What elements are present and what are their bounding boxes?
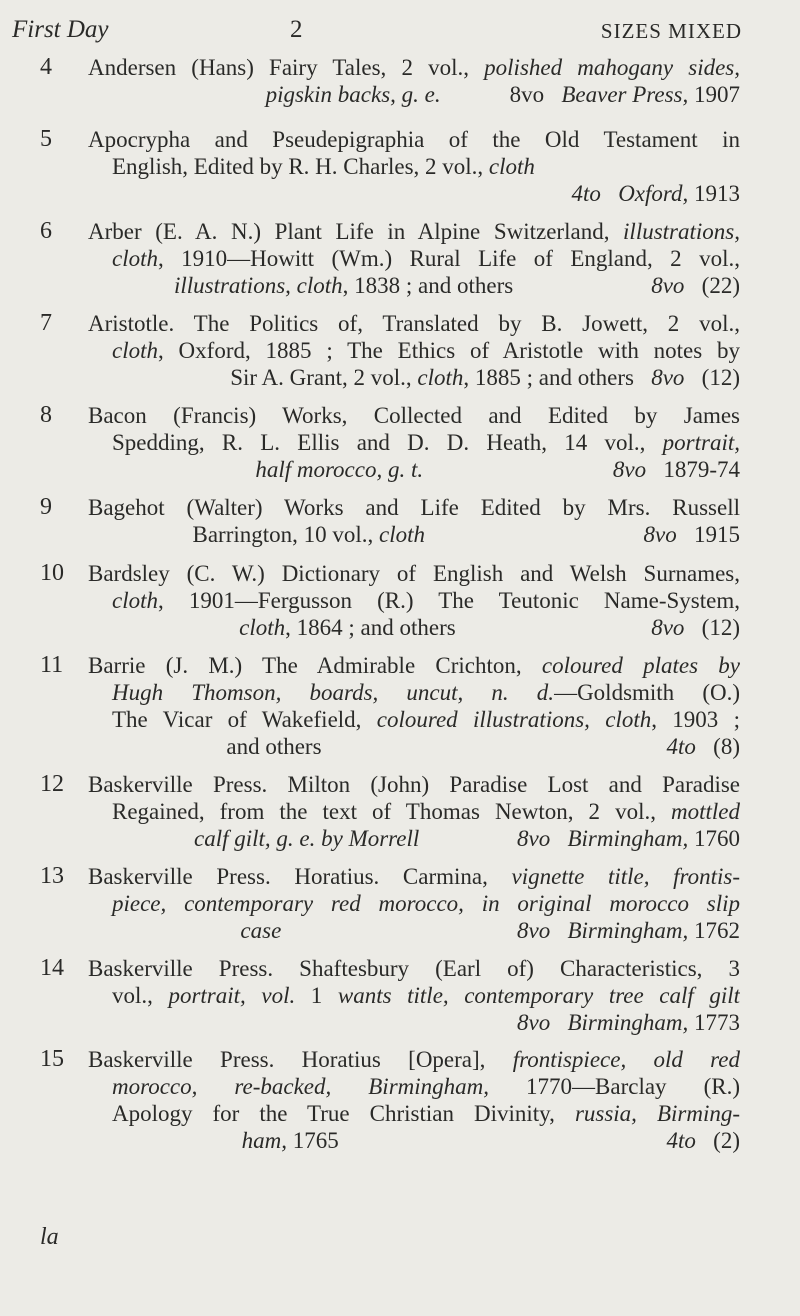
text-segment: Regained, from the text of Thomas Newton, 2 vol.,: [112, 799, 671, 824]
text-segment: English, Edited by R. H. Charles, 2 vol.,: [112, 154, 489, 179]
italic-segment: cloth: [112, 588, 158, 613]
italic-segment: cloth: [379, 522, 426, 547]
text-segment: , 1864 ; and others: [285, 615, 652, 640]
italic-segment: cloth: [112, 246, 158, 271]
italic-segment: coloured plates by: [541, 653, 740, 678]
text-segment: Barrington, 10 vol.,: [192, 522, 380, 547]
italic-segment: mottled: [671, 799, 740, 824]
description-line: [88, 560, 740, 587]
description-line: [88, 890, 740, 917]
text-segment: (8): [695, 734, 740, 759]
description-line: [88, 771, 740, 798]
description-line: [88, 364, 740, 391]
text-segment: 1: [295, 983, 338, 1008]
description-line: [88, 180, 740, 207]
lot-number: 9: [40, 494, 52, 520]
text-segment: , 1903 ;: [651, 707, 740, 732]
italic-segment: russia, Birming-: [574, 1101, 740, 1126]
text-segment: , 1838 ; and others: [342, 273, 652, 298]
page-number: 2: [290, 16, 303, 43]
description-line: [88, 245, 740, 272]
italic-segment: 8vo: [643, 522, 677, 547]
italic-segment: vignette title, frontis-: [511, 864, 740, 889]
lot-description: [88, 402, 740, 483]
description-line: [88, 1100, 740, 1127]
lot-number: 8: [40, 402, 52, 428]
text-segment: Baskerville Press. Milton (John) Paradise Lost and Paradise: [88, 772, 740, 797]
text-segment: 1760: [688, 826, 740, 851]
italic-segment: illustrations, cloth: [173, 273, 343, 298]
header-section: SIZES MIXED: [600, 19, 742, 43]
description-line: [88, 706, 740, 733]
lot-number: 7: [40, 310, 52, 336]
italic-segment: frontispiece, old red: [512, 1047, 740, 1072]
lot-description: [88, 218, 740, 299]
text-segment: 1762: [688, 918, 740, 943]
text-segment: , 1885 ; and others: [463, 365, 652, 390]
text-segment: (2): [695, 1128, 740, 1153]
text-segment: Bacon (Francis) Works, Collected and Edited by James: [88, 403, 740, 428]
text-segment: 1907: [688, 82, 740, 107]
text-segment: and others: [226, 734, 667, 759]
description-line: [88, 494, 740, 521]
italic-segment: portrait,: [662, 430, 740, 455]
description-line: [88, 982, 740, 1009]
lot-number: 10: [40, 560, 64, 586]
italic-segment: 4to: [571, 181, 619, 206]
italic-segment: calf gilt, g. e. by Morrell: [194, 826, 420, 851]
lot-description: [88, 1046, 740, 1154]
italic-segment: cloth: [239, 615, 286, 640]
italic-segment: illustrations,: [623, 219, 740, 244]
description-line: [88, 825, 740, 852]
text-segment: 1913: [688, 181, 740, 206]
text-segment: 1765: [287, 1128, 667, 1153]
description-line: [88, 81, 740, 108]
italic-segment: coloured illustrations, cloth: [376, 707, 652, 732]
signature-mark: la: [40, 1224, 59, 1250]
italic-segment: 8vo: [651, 365, 685, 390]
lot-description: [88, 863, 740, 944]
text-segment: 8vo: [440, 82, 562, 107]
text-segment: [423, 457, 613, 482]
italic-segment: case: [240, 918, 282, 943]
description-line: [88, 429, 740, 456]
italic-segment: Hugh Thomson, boards, uncut, n. d.: [112, 680, 555, 705]
text-segment: Sir A. Grant, 2 vol.,: [230, 365, 418, 390]
description-line: [88, 955, 740, 982]
italic-segment: half morocco, g. t.: [255, 457, 424, 482]
description-line: [88, 917, 740, 944]
lot-description: [88, 560, 740, 641]
italic-segment: Oxford,: [618, 181, 689, 206]
italic-segment: 8vo Birmingham,: [517, 826, 689, 851]
italic-segment: 4to: [666, 1128, 696, 1153]
lot-number: 11: [40, 652, 64, 678]
italic-segment: pigskin backs, g. e.: [265, 82, 441, 107]
text-segment: vol.,: [112, 983, 169, 1008]
description-line: [88, 402, 740, 429]
lot-description: [88, 54, 740, 108]
text-segment: , 1901—Fergusson (R.) The Teutonic Name-System,: [158, 588, 740, 613]
text-segment: 1770—Barclay (R.): [489, 1074, 740, 1099]
text-segment: Spedding, R. L. Ellis and D. D. Heath, 14 vol.,: [112, 430, 663, 455]
lot-description: [88, 126, 740, 207]
text-segment: 1879-74: [646, 457, 740, 482]
text-segment: Baskerville Press. Shaftesbury (Earl of) Characteristics, 3: [88, 956, 740, 981]
text-segment: Bardsley (C. W.) Dictionary of English and Welsh Surnames,: [88, 561, 740, 586]
description-line: [88, 1046, 740, 1073]
italic-segment: cloth: [488, 154, 535, 179]
description-line: [88, 733, 740, 760]
text-segment: Baskerville Press. Horatius [Opera],: [88, 1047, 513, 1072]
text-segment: 1773: [688, 1010, 740, 1035]
italic-segment: 8vo: [612, 457, 647, 482]
lot-number: 4: [40, 54, 52, 80]
text-segment: Aristotle. The Politics of, Translated by B. Jowett, 2 vol.,: [88, 311, 740, 336]
lot-number: 5: [40, 126, 52, 152]
description-line: [88, 1009, 740, 1036]
lot-description: [88, 652, 740, 760]
italic-segment: cloth: [417, 365, 464, 390]
text-segment: (12): [684, 365, 740, 390]
description-line: [88, 1127, 740, 1154]
description-line: [88, 337, 740, 364]
description-line: [88, 126, 740, 153]
italic-segment: portrait, vol.: [168, 983, 296, 1008]
italic-segment: polished mahogany sides,: [484, 55, 740, 80]
italic-segment: morocco, re-backed, Birmingham,: [112, 1074, 490, 1099]
text-segment: [281, 918, 517, 943]
description-line: [88, 679, 740, 706]
text-segment: Bagehot (Walter) Works and Life Edited by Mrs. Russell: [88, 495, 740, 520]
text-segment: [419, 826, 517, 851]
italic-segment: 8vo Birmingham,: [517, 918, 689, 943]
lot-number: 12: [40, 771, 64, 797]
description-line: [88, 456, 740, 483]
description-line: [88, 521, 740, 548]
italic-segment: wants title, contemporary tree calf gilt: [337, 983, 740, 1008]
italic-segment: 4to: [666, 734, 696, 759]
text-segment: (22): [684, 273, 740, 298]
description-line: [88, 54, 740, 81]
lot-description: [88, 494, 740, 548]
lot-number: 15: [40, 1046, 64, 1072]
description-line: [88, 272, 740, 299]
text-segment: [425, 522, 644, 547]
description-line: [88, 310, 740, 337]
lot-number: 14: [40, 955, 64, 981]
italic-segment: ham,: [241, 1128, 288, 1153]
header-day: First Day: [12, 16, 109, 43]
text-segment: , 1910—Howitt (Wm.) Rural Life of England, 2 vol.,: [158, 246, 740, 271]
description-line: [88, 587, 740, 614]
description-line: [88, 218, 740, 245]
text-segment: Andersen (Hans) Fairy Tales, 2 vol.,: [88, 55, 485, 80]
text-segment: 1915: [676, 522, 740, 547]
lot-description: [88, 310, 740, 391]
description-line: [88, 614, 740, 641]
italic-segment: 8vo Birmingham,: [517, 1010, 689, 1035]
text-segment: Baskerville Press. Horatius. Carmina,: [88, 864, 512, 889]
text-segment: The Vicar of Wakefield,: [112, 707, 377, 732]
description-line: [88, 153, 740, 180]
description-line: [88, 863, 740, 890]
text-segment: Apocrypha and Pseudepigraphia of the Old Testament in: [88, 127, 740, 152]
text-segment: Apology for the True Christian Divinity,: [112, 1101, 575, 1126]
description-line: [88, 798, 740, 825]
italic-segment: Beaver Press,: [561, 82, 689, 107]
italic-segment: piece, contemporary red morocco, in original morocco slip: [112, 891, 740, 916]
text-segment: (12): [684, 615, 740, 640]
text-segment: Barrie (J. M.) The Admirable Crichton,: [88, 653, 542, 678]
page-header: [12, 16, 742, 50]
description-line: [88, 1073, 740, 1100]
lot-number: 6: [40, 218, 52, 244]
text-segment: , Oxford, 1885 ; The Ethics of Aristotle with notes by: [158, 338, 740, 363]
description-line: [88, 652, 740, 679]
lot-number: 13: [40, 863, 64, 889]
text-segment: —Goldsmith (O.): [554, 680, 740, 705]
italic-segment: cloth: [112, 338, 158, 363]
italic-segment: 8vo: [651, 615, 685, 640]
text-segment: Arber (E. A. N.) Plant Life in Alpine Switzerland,: [88, 219, 624, 244]
italic-segment: 8vo: [651, 273, 685, 298]
lot-description: [88, 955, 740, 1036]
lot-description: [88, 771, 740, 852]
